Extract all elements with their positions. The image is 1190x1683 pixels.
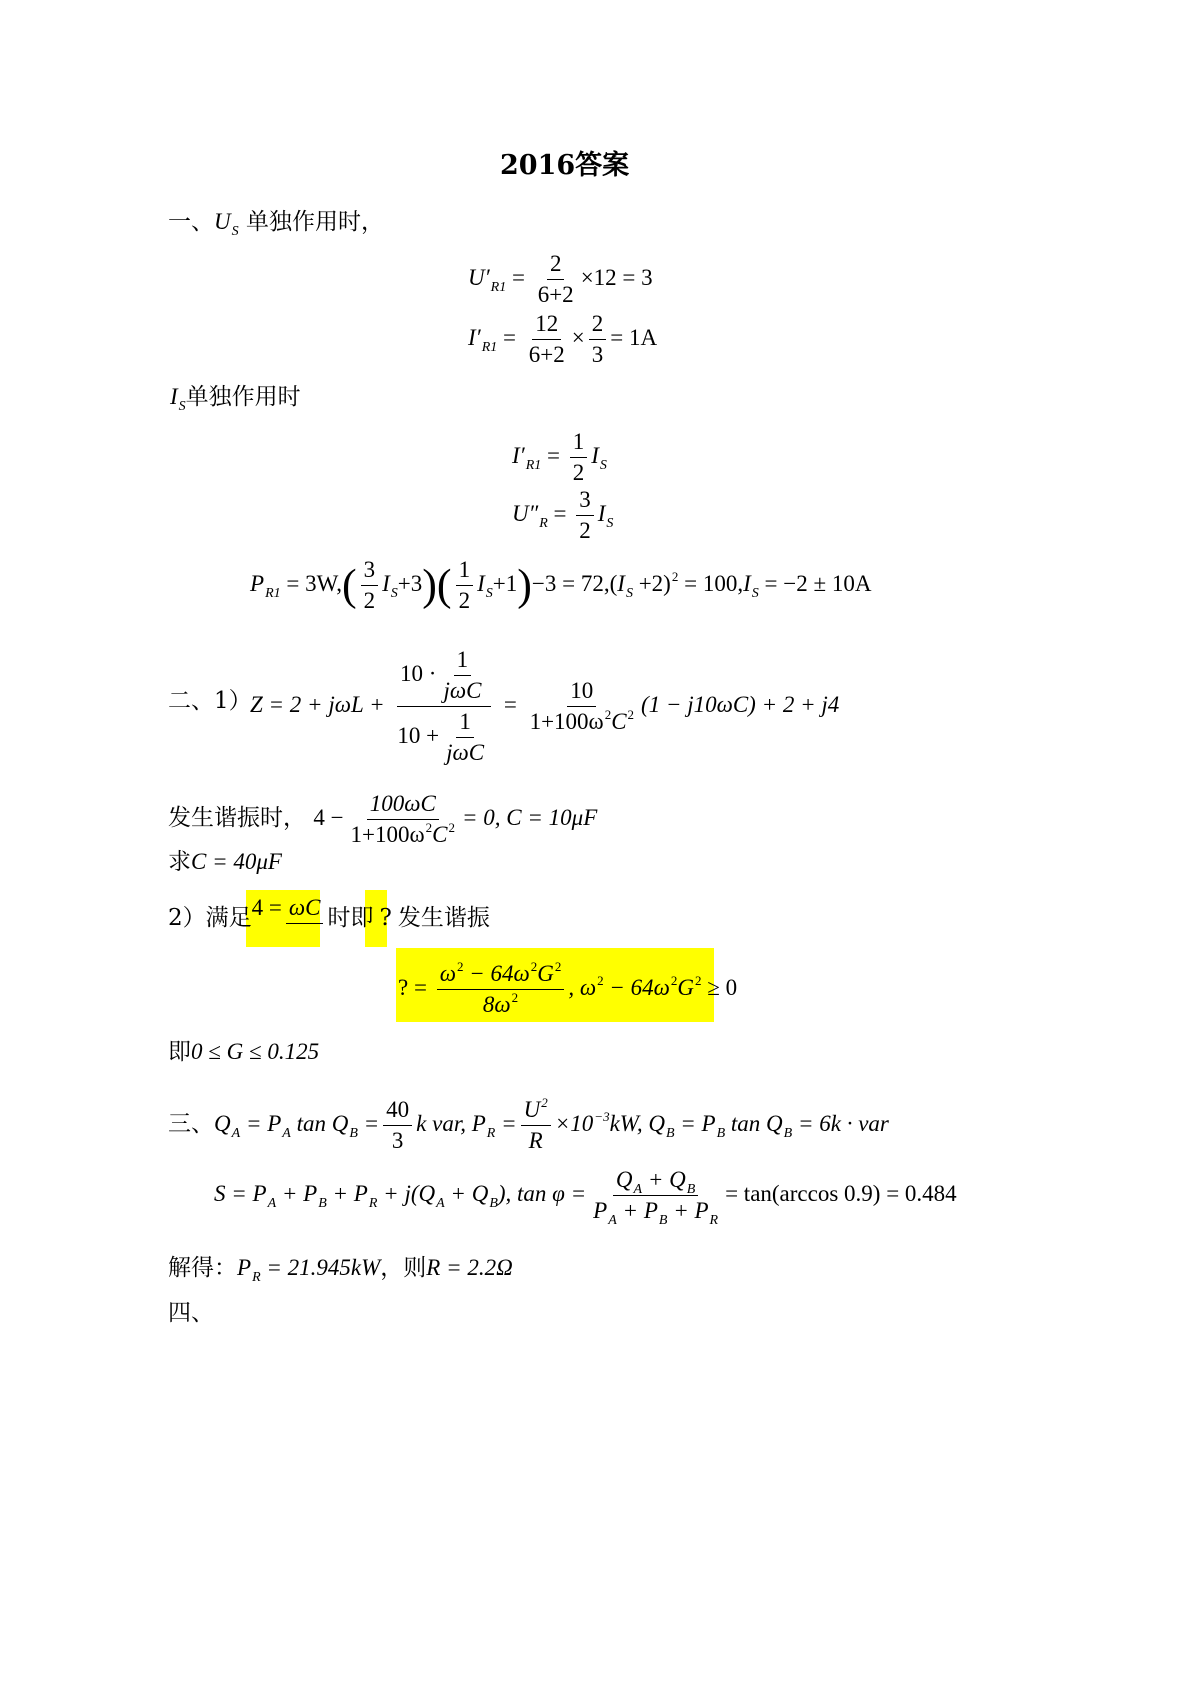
equation-i-r1-prime: $I'_{R1}$ = $\frac{12}{6+2}$ × $\frac{2}{3}$ = 1A bbox=[468, 311, 658, 368]
section-4-label: 四、 bbox=[168, 1300, 214, 1326]
is-case-heading bbox=[170, 384, 301, 414]
part2-line: 2）满足4 = ωC 时即 ? 发生谐振 bbox=[168, 895, 490, 931]
equation-power-r1: $P_{R1} = 3W$,( $\frac{3}{2}$ $I_S+3$)( $\frac{1}{2}$ $I_S+1)-3 = 72,(I_S +2)^2 = 100,I_S = -2 \pm 10A$ bbox=[250, 557, 872, 614]
equation-u-r-double-prime: $U''_R$ = $\frac{3}{2}$ $I_S$ bbox=[512, 487, 614, 544]
range-line: 即0 ≤ G ≤ 0.125 bbox=[168, 1039, 320, 1065]
find-c-line: 求C = 40μF bbox=[168, 849, 282, 875]
section-2-label: 二、1） bbox=[168, 688, 252, 714]
section-1-label: 一、 bbox=[168, 209, 214, 235]
is-symbol: $I_S$ bbox=[170, 384, 186, 414]
section-3-line-2: $S = P_A + P_B + P_R + j(Q_A + Q_B)$, tan φ = $\frac{Q_A + Q_B}{P_A + P_B + P_R}$ = tan(arccos 0.9) = 0.484 bbox=[214, 1167, 957, 1229]
section-1-heading bbox=[168, 209, 384, 239]
equation-highlight-box: ? = $\frac{\omega^2 - 64\omega^2G^2}{8\omega^2}$ , $\omega^2 - 64\omega^2G^2 \ge 0$ bbox=[398, 959, 738, 1018]
solve-line: 解得：$P_R = 21.945kW$，则R = 2.2Ω bbox=[168, 1255, 513, 1285]
us-case-text: 单独作用时， bbox=[245, 209, 384, 235]
equation-u-r1-prime: $U'_{R1}$ = $\frac{2}{6+2}$ ×12 = 3 bbox=[468, 251, 653, 308]
document-title: 2016答案 bbox=[500, 150, 630, 181]
equation-i-r1-is: $I'_{R1}$ = $\frac{1}{2}$ $I_S$ bbox=[512, 429, 607, 486]
equation-impedance: Z = 2 + jωL + 10 · $\frac{1}{\text{jωC}}$ 10 + $\frac{1}{\text{jωC}}$ = $\frac{10}{1+100\omega^2C^2}$ (1 − j10ωC) + 2 + j4 bbox=[250, 647, 840, 766]
us-symbol: $U_S$ bbox=[214, 209, 239, 239]
section-3-line-1: 三、$Q_A = P_A$ $\tan Q_B$ = $\frac{40}{3}$ k var, $P_R$ = $\frac{U^2}{R}$ $\times 10^{-3}kW$, $Q_B = P_B$ $\tan Q_B = 6k$ · var bbox=[168, 1095, 889, 1154]
is-case-text: 单独作用时 bbox=[185, 384, 301, 410]
resonance-line: 发生谐振时， 4 − $\frac{100\omega C}{1+100\omega^2C^2}$ = 0, C = 10μF bbox=[168, 791, 598, 848]
